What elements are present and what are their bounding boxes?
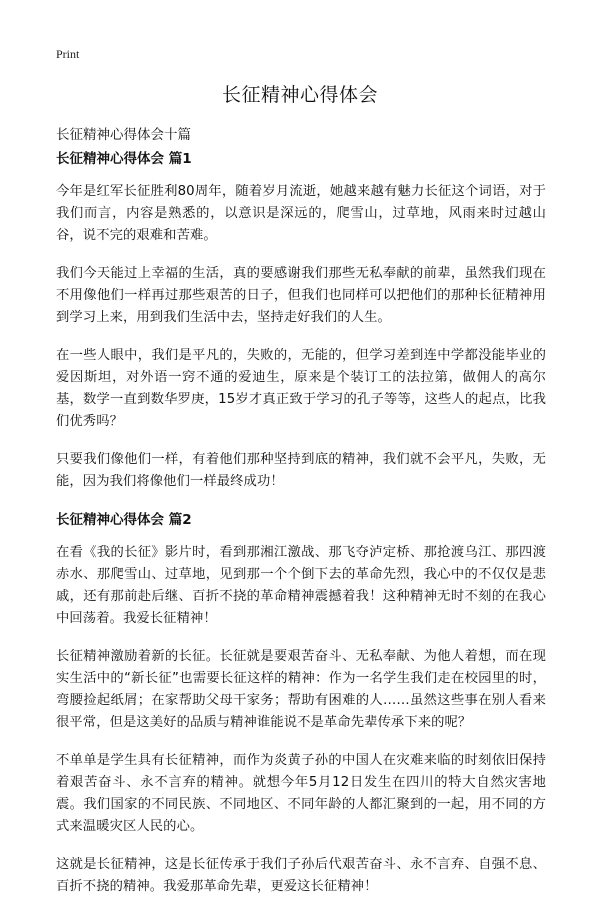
paragraph: 长征精神激励着新的长征。长征就是要艰苦奋斗、无私奉献、为他人着想，而在现实生活中的“新长征”也需要长征这样的精神：作为一名学生我们走在校园里的时，弯腰捡起纸屑；在家帮助父母干家务；帮助有困难的人……虽然这些事在别人看来很平常，但是这美好的品质与精神谁能说不是革命先辈传承下来的呢？ [56, 649, 546, 730]
paragraph: 在一些人眼中，我们是平凡的，失败的，无能的，但学习差到连中学都没能毕业的爱因斯坦，对外语一窍不通的爱迪生，原来是个装订工的法拉第，做佣人的高尔基，数学一直到数华罗庚，15岁才真正致于学习的孔子等等，这些人的起点，比我们优秀吗？ [56, 348, 546, 429]
document-subtitle: 长征精神心得体会十篇 [56, 127, 191, 143]
section-2 [56, 509, 546, 898]
paragraph: 不单单是学生具有长征精神，而作为炎黄子孙的中国人在灾难来临的时刻依旧保持着艰苦奋斗、永不言弃的精神。就想今年5月12日发生在四川的特大自然灾害地震。我们国家的不同民族、不同地区、不同年龄的人都汇聚到的一起，用不同的方式来温暖灾区人民的心。 [56, 753, 546, 834]
page-title: 长征精神心得体会 [221, 84, 378, 106]
paragraph: 这就是长征精神，这是长征传承于我们子孙后代艰苦奋斗、永不言弃、自强不息、百折不挠的精神。我爱那革命先辈，更爱这长征精神！ [56, 857, 546, 894]
print-link[interactable]: Print [56, 47, 80, 61]
section-1 [56, 148, 546, 493]
paragraph: 我们今天能过上幸福的生活，真的要感谢我们那些无私奉献的前辈，虽然我们现在不用像他们一样再过那些艰苦的日子，但我们也同样可以把他们的那种长征精神用到学习上来，用到我们生活中去，坚持走好我们的人生。 [56, 266, 546, 325]
document-body [56, 148, 546, 914]
section-heading: 长征精神心得体会 篇2 [56, 512, 192, 528]
paragraph: 今年是红军长征胜利80周年，随着岁月流逝，她越来越有魅力长征这个词语，对于我们而言，内容是熟悉的，以意识是深远的，爬雪山，过草地，风雨来时过越山谷，说不完的艰难和苦难。 [56, 184, 546, 243]
section-heading: 长征精神心得体会 篇1 [56, 151, 192, 167]
paragraph: 在看《我的长征》影片时，看到那湘江激战、那飞夺泸定桥、那抢渡乌江、那四渡赤水、那爬雪山、过草地，见到那一个个倒下去的革命先烈，我心中的不仅仅是悲戚，还有那前赴后继、百折不挠的革命精神震撼着我！这种精神无时不刻的在我心中回荡着。我爱长征精神！ [56, 545, 546, 626]
paragraph: 只要我们像他们一样，有着他们那种坚持到底的精神，我们就不会平凡，失败，无能，因为我们将像他们一样最终成功！ [56, 452, 546, 489]
